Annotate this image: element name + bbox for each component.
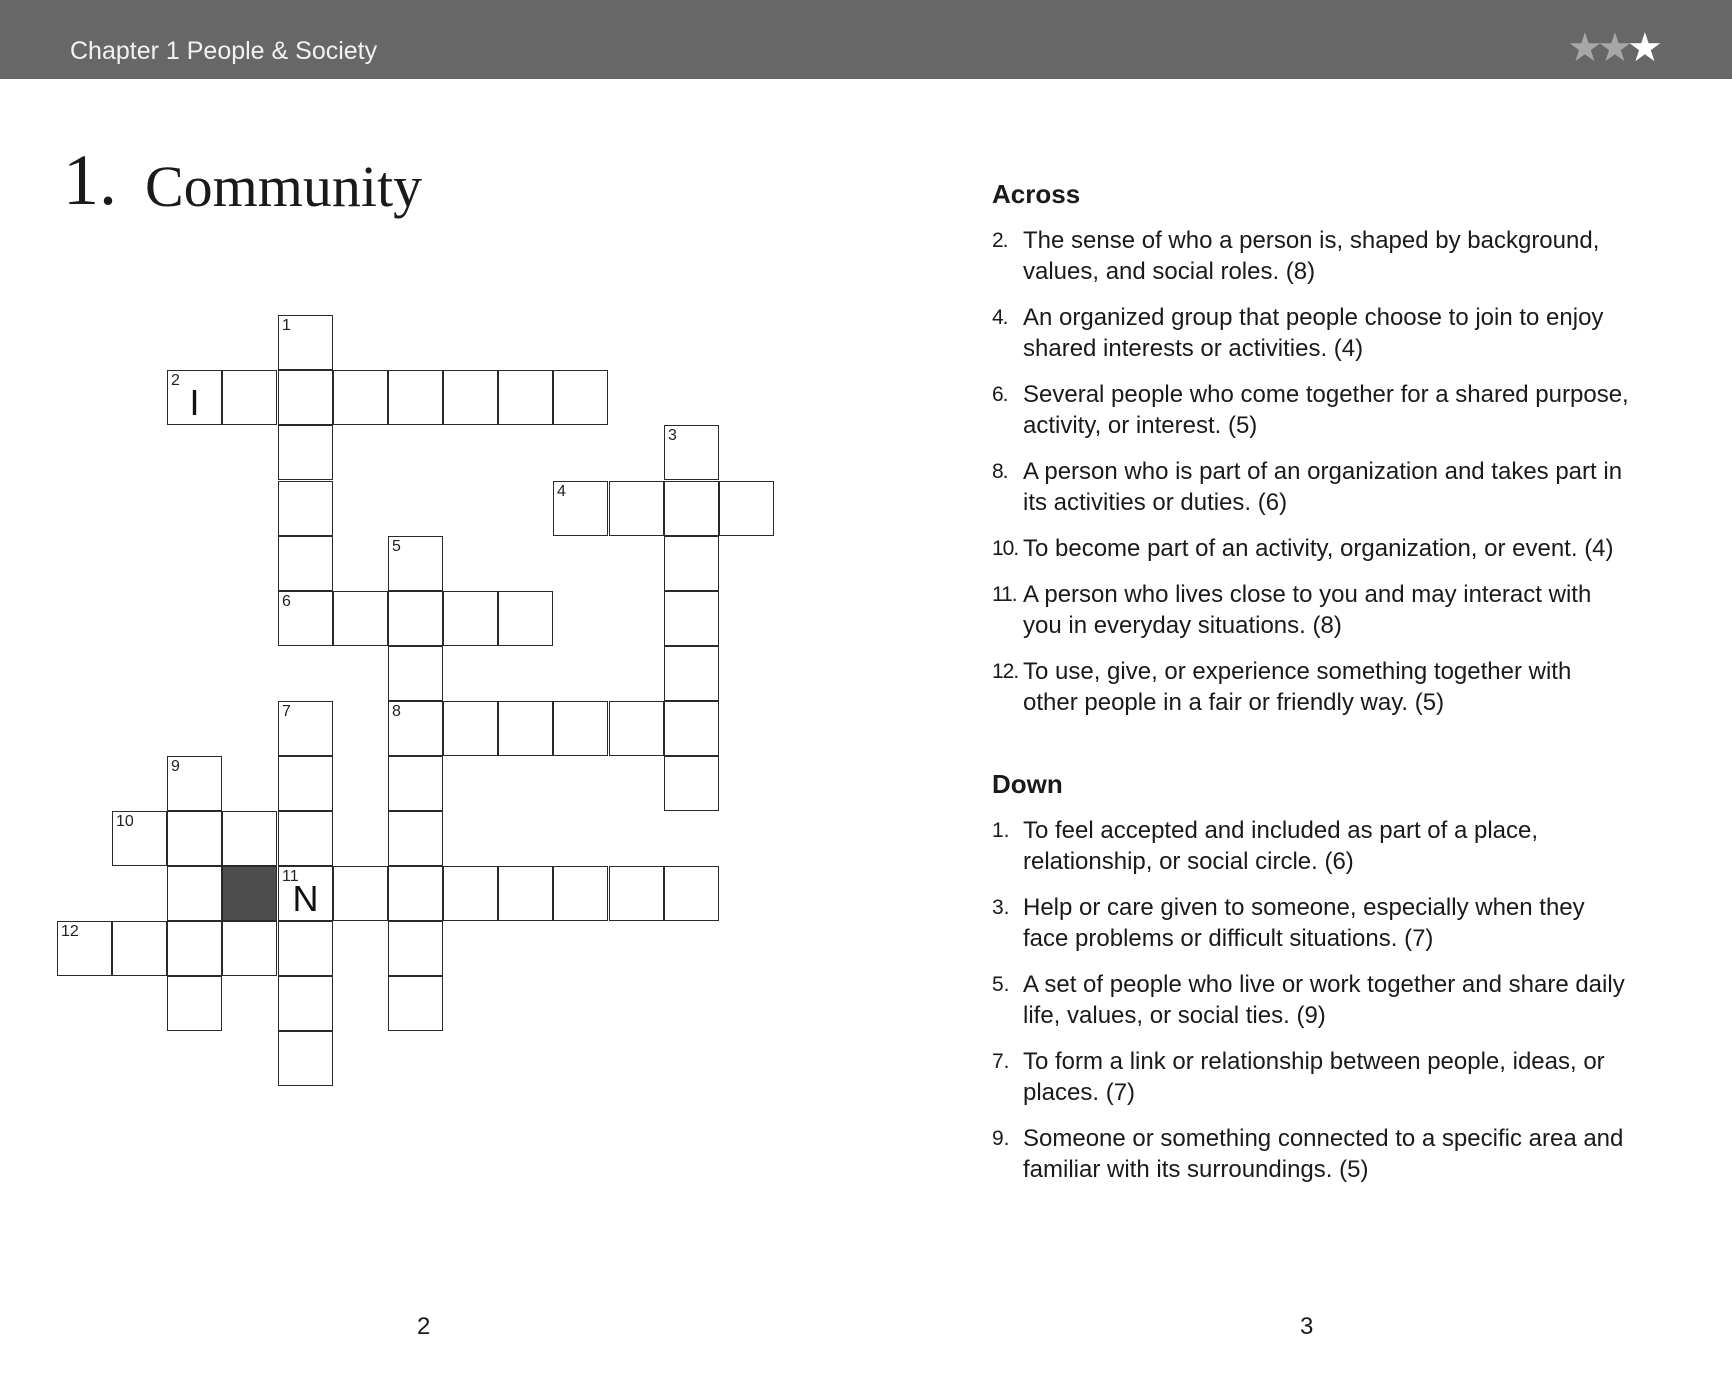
- page-number-right: 3: [1300, 1313, 1314, 1340]
- grid-cell[interactable]: [112, 811, 167, 866]
- down-heading: Down: [992, 769, 1063, 799]
- clue-text: To feel accepted and included as part of a place, relationship, or social circle. (6): [1023, 817, 1539, 875]
- clue-num: 1.: [992, 819, 1010, 842]
- clue-number: 4: [557, 483, 566, 500]
- across-clue: [992, 456, 1632, 518]
- puzzle-title: Community: [145, 154, 423, 219]
- grid-cell[interactable]: [664, 756, 719, 811]
- grid-cell[interactable]: [443, 591, 498, 646]
- grid-cell[interactable]: [333, 591, 388, 646]
- grid-cell[interactable]: [388, 866, 443, 921]
- down-clue-list: [992, 815, 1632, 1200]
- grid-cell[interactable]: [498, 701, 553, 756]
- grid-cell[interactable]: [553, 866, 608, 921]
- clue-text: An organized group that people choose to join to enjoy shared interests or activities. (4): [1023, 304, 1604, 362]
- clue-number: 2: [171, 372, 180, 389]
- grid-cell[interactable]: [664, 425, 719, 480]
- grid-cell[interactable]: [443, 866, 498, 921]
- grid-cell[interactable]: [167, 811, 222, 866]
- star-icon: ★: [1567, 25, 1603, 71]
- grid-cell[interactable]: [443, 370, 498, 425]
- clue-text: Help or care given to someone, especially when they face problems or difficult situations. (7): [1023, 894, 1585, 952]
- across-heading: Across: [992, 179, 1081, 209]
- grid-cell[interactable]: [278, 701, 333, 756]
- clue-number: 8: [392, 703, 401, 720]
- grid-cell[interactable]: [333, 866, 388, 921]
- clue-number: 12: [61, 923, 79, 940]
- cell-letter: I: [189, 382, 200, 423]
- clue-text: To form a link or relationship between people, ideas, or places. (7): [1023, 1048, 1605, 1106]
- clue-num: 9.: [992, 1127, 1010, 1150]
- grid-cell[interactable]: [388, 756, 443, 811]
- grid-cell[interactable]: [278, 591, 333, 646]
- clue-num: 12.: [992, 660, 1019, 683]
- down-clue: [992, 892, 1632, 954]
- grid-cell[interactable]: [222, 811, 277, 866]
- grid-cell[interactable]: [498, 591, 553, 646]
- grid-cell[interactable]: [278, 425, 333, 480]
- grid-cell[interactable]: [443, 701, 498, 756]
- clue-text: A set of people who live or work together and share daily life, values, or social ties. (9): [1023, 971, 1625, 1029]
- grid-cell[interactable]: [167, 866, 222, 921]
- across-clue: [992, 379, 1632, 441]
- grid-cell[interactable]: [388, 921, 443, 976]
- clue-num: 4.: [992, 306, 1008, 329]
- grid-cell[interactable]: [278, 536, 333, 591]
- clue-number: 9: [171, 758, 180, 775]
- clue-number: 5: [392, 538, 401, 555]
- clue-text: To use, give, or experience something together with other people in a fair or friendly way. (5): [1023, 658, 1572, 716]
- grid-cell[interactable]: [333, 370, 388, 425]
- grid-cell[interactable]: [388, 701, 443, 756]
- chapter-title: Chapter 1 People & Society: [70, 37, 378, 65]
- grid-cell[interactable]: [498, 370, 553, 425]
- grid-cell[interactable]: [167, 921, 222, 976]
- clue-text: Several people who come together for a shared purpose, activity, or interest. (5): [1023, 381, 1629, 439]
- clue-num: 5.: [992, 973, 1010, 996]
- across-clue: [992, 533, 1632, 564]
- star-icon: ★: [1597, 25, 1633, 71]
- grid-cell[interactable]: [609, 481, 664, 536]
- across-clue-list: [992, 225, 1632, 733]
- clue-text: Someone or something connected to a specific area and familiar with its surroundings. (5): [1023, 1125, 1624, 1183]
- page-number-left: 2: [417, 1313, 431, 1340]
- grid-cell[interactable]: [388, 591, 443, 646]
- down-clue: [992, 969, 1632, 1031]
- grid-cell[interactable]: [553, 481, 608, 536]
- across-clue: [992, 579, 1632, 641]
- grid-cell[interactable]: [664, 481, 719, 536]
- down-clue: [992, 1123, 1632, 1185]
- grid-cell[interactable]: [388, 646, 443, 701]
- grid-cell[interactable]: [278, 756, 333, 811]
- grid-cell[interactable]: [553, 701, 608, 756]
- across-clue: [992, 656, 1632, 718]
- grid-cell[interactable]: [664, 646, 719, 701]
- grid-cell[interactable]: [388, 370, 443, 425]
- grid-cell[interactable]: [167, 976, 222, 1031]
- cell-letter: N: [292, 878, 319, 919]
- clue-num: 8.: [992, 460, 1008, 483]
- grid-cell[interactable]: [388, 811, 443, 866]
- star-icon: ★: [1627, 25, 1663, 71]
- across-clue: [992, 225, 1632, 287]
- grid-cell[interactable]: [388, 976, 443, 1031]
- grid-cell[interactable]: [167, 756, 222, 811]
- grid-cell[interactable]: [278, 370, 333, 425]
- clue-number: 1: [282, 317, 291, 334]
- grid-cell[interactable]: [278, 921, 333, 976]
- grid-cell[interactable]: [278, 976, 333, 1031]
- puzzle-number: 1.: [63, 140, 117, 220]
- grid-cell[interactable]: [664, 591, 719, 646]
- down-clue: [992, 815, 1632, 877]
- grid-cell[interactable]: [664, 536, 719, 591]
- clue-num: 7.: [992, 1050, 1010, 1073]
- grid-cell[interactable]: [112, 921, 167, 976]
- grid-cell[interactable]: [609, 701, 664, 756]
- clue-number: 7: [282, 703, 291, 720]
- clue-num: 10.: [992, 537, 1019, 560]
- grid-cell[interactable]: [553, 370, 608, 425]
- grid-cell[interactable]: [278, 481, 333, 536]
- clue-num: 11.: [992, 583, 1017, 606]
- grid-cell[interactable]: [222, 370, 277, 425]
- down-clue: [992, 1046, 1632, 1108]
- clue-text: To become part of an activity, organization, or event. (4): [1023, 535, 1614, 562]
- grid-cell[interactable]: [609, 866, 664, 921]
- grid-cell[interactable]: [278, 1031, 333, 1086]
- grid-cell[interactable]: [278, 811, 333, 866]
- clue-number: 6: [282, 593, 291, 610]
- clue-num: 3.: [992, 896, 1010, 919]
- clue-num: 6.: [992, 383, 1008, 406]
- grid-cell[interactable]: [278, 315, 333, 370]
- clue-num: 2.: [992, 229, 1008, 252]
- grid-cell[interactable]: [278, 866, 333, 921]
- clue-number: 3: [668, 427, 677, 444]
- clue-number: 11: [282, 868, 299, 885]
- grid-cell[interactable]: [664, 701, 719, 756]
- grid-cell[interactable]: [498, 866, 553, 921]
- grid-cell[interactable]: [222, 921, 277, 976]
- clue-text: A person who is part of an organization and takes part in its activities or duties. (6): [1023, 458, 1623, 516]
- grid-cell[interactable]: [167, 370, 222, 425]
- grid-cell-shaded: [222, 866, 277, 921]
- grid-cell[interactable]: [664, 866, 719, 921]
- grid-cell[interactable]: [388, 536, 443, 591]
- clue-text: The sense of who a person is, shaped by background, values, and social roles. (8): [1023, 227, 1600, 285]
- clue-number: 10: [116, 813, 134, 830]
- across-clue: [992, 302, 1632, 364]
- grid-cell[interactable]: [719, 481, 774, 536]
- clue-text: A person who lives close to you and may interact with you in everyday situations. (8): [1023, 581, 1592, 639]
- grid-cell[interactable]: [57, 921, 112, 976]
